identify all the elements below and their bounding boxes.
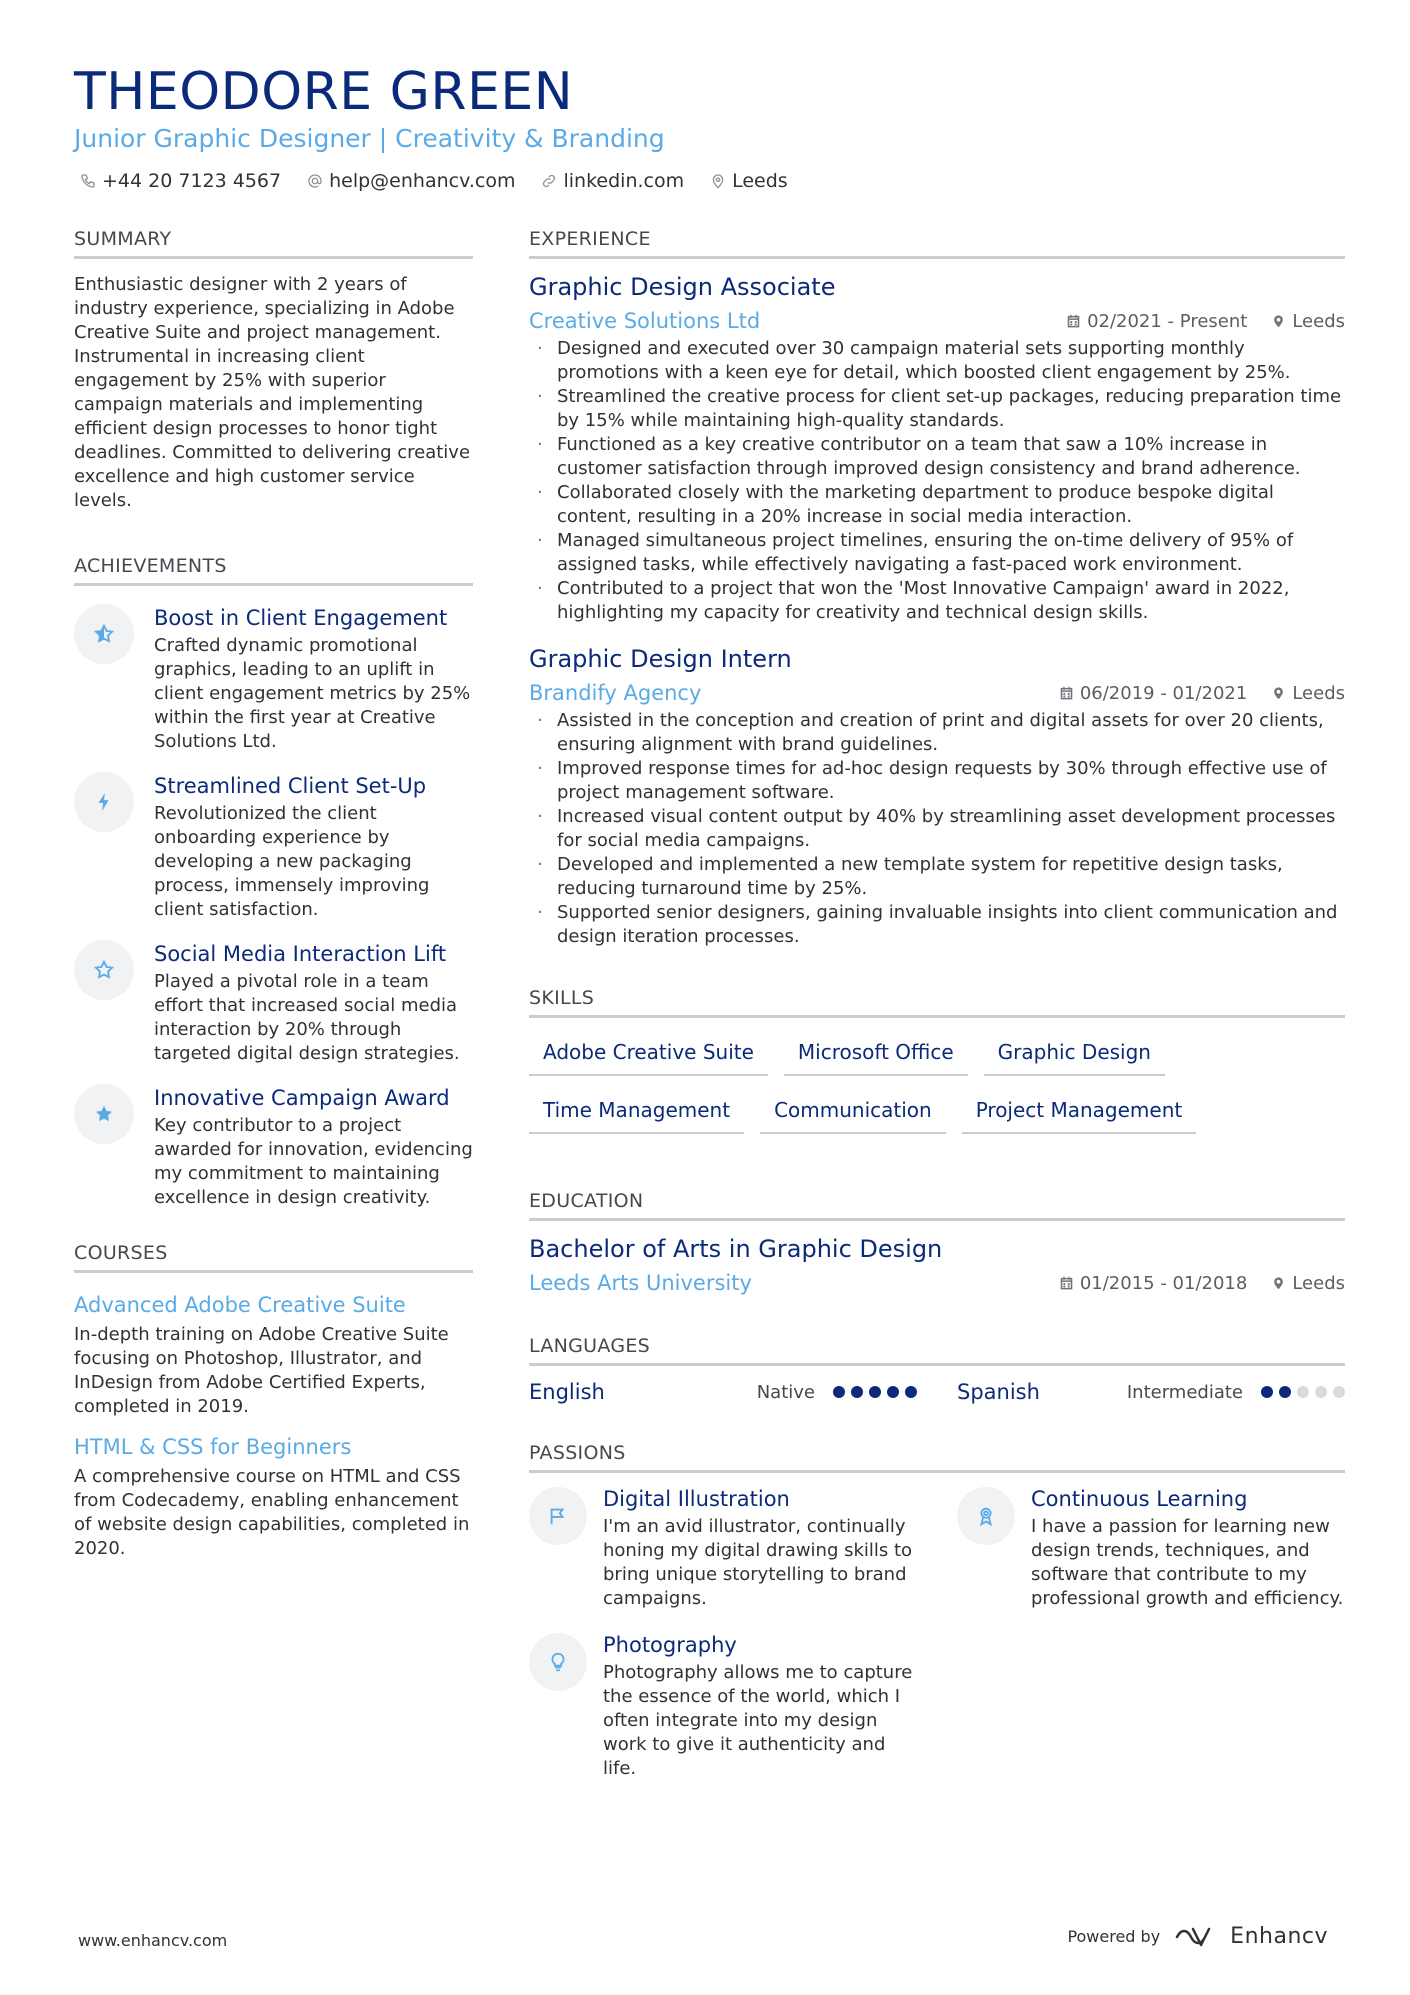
language-level: Native — [756, 1381, 815, 1403]
language-name: English — [529, 1380, 605, 1404]
calendar-icon — [1059, 1275, 1074, 1291]
rating-dot — [1279, 1386, 1291, 1398]
rating-dot — [1261, 1386, 1273, 1398]
star-filled-icon — [93, 1103, 115, 1125]
achievements-list — [74, 600, 473, 1210]
achievement-title: Streamlined Client Set-Up — [154, 774, 427, 798]
list-item: · Supported senior designers, gaining invaluable insights into client communication and design iteration processes. — [529, 901, 1345, 949]
list-item: · Streamlined the creative process for client set-up packages, reducing preparation time by 15% while maintaining high-quality standards. — [529, 385, 1345, 433]
enhancv-logo-icon — [1174, 1925, 1220, 1949]
location-pin-icon — [1271, 685, 1286, 701]
award-icon — [975, 1505, 997, 1527]
at-icon — [307, 173, 323, 189]
candidate-name: THEODORE GREEN — [74, 62, 574, 122]
rating-dot — [1315, 1386, 1327, 1398]
job-title: Graphic Design Intern — [529, 645, 792, 673]
passion-desc: I'm an avid illustrator, continually honing my digital drawing skills to bring unique storytelling to brand campaigns. — [603, 1516, 913, 1609]
list-item: · Collaborated closely with the marketing department to produce bespoke digital content, resulting in a 20% increase in social media interaction. — [529, 481, 1345, 529]
company-name: Brandify Agency — [529, 681, 702, 705]
passion-desc: Photography allows me to capture the essence of the world, which I often integrate into my design work to give it authenticity and life. — [603, 1662, 913, 1779]
achievement-item — [74, 606, 473, 754]
star-outline-icon — [93, 959, 115, 981]
passion-item — [529, 1633, 917, 1781]
phone-icon — [80, 173, 96, 189]
footer-branding — [1067, 1924, 1328, 1949]
summary-text: Enthusiastic designer with 2 years of industry experience, specializing in Adobe Creative Suite and project management. Instrumental in increasing client engagement by 25% with superior campaign materials and implementing efficient design processes to honor tight deadlines. Committed to delivering creative excellence and high customer service levels. — [74, 274, 471, 511]
achievement-title: Boost in Client Engagement — [154, 606, 448, 630]
passion-title: Photography — [603, 1633, 737, 1657]
languages-list — [529, 1380, 1345, 1404]
rating-dot — [869, 1386, 881, 1398]
achievement-desc: Revolutionized the client onboarding experience by developing a new packaging process, immensely improving client satisfaction. — [154, 803, 430, 920]
passion-item — [529, 1487, 917, 1611]
job-meta — [529, 309, 1345, 333]
courses-list — [74, 1287, 473, 1561]
footer-website[interactable]: www.enhancv.com — [78, 1931, 228, 1950]
right-column — [529, 228, 1345, 1781]
company-name: Creative Solutions Ltd — [529, 309, 761, 333]
rating-dot — [833, 1386, 845, 1398]
powered-by-text: Powered by — [1067, 1927, 1161, 1946]
job-entry — [529, 273, 1345, 625]
rating-dot — [851, 1386, 863, 1398]
contact-location — [710, 170, 788, 192]
languages-heading: LANGUAGES — [529, 1335, 1345, 1366]
achievements-heading: ACHIEVEMENTS — [74, 555, 473, 586]
candidate-headline: Junior Graphic Designer | Creativity & Branding — [74, 124, 665, 153]
course-item — [74, 1435, 473, 1561]
passion-title: Continuous Learning — [1031, 1487, 1248, 1511]
achievement-item — [74, 942, 473, 1066]
skill-tag: Time Management — [529, 1098, 744, 1134]
skill-tag: Graphic Design — [984, 1040, 1165, 1076]
email-text[interactable]: help@enhancv.com — [329, 170, 516, 192]
education-heading: EDUCATION — [529, 1190, 1345, 1221]
achievement-desc: Crafted dynamic promotional graphics, leading to an uplift in client engagement metrics by 25% within the first year at Creative Solutions Ltd. — [154, 635, 471, 752]
passion-title: Digital Illustration — [603, 1487, 790, 1511]
job-bullets — [529, 709, 1345, 949]
calendar-icon — [1066, 313, 1081, 329]
contact-linkedin[interactable] — [541, 170, 684, 192]
job-location: Leeds — [1292, 310, 1345, 332]
education-dates: 01/2015 - 01/2018 — [1079, 1272, 1248, 1294]
star-half-icon — [93, 623, 115, 645]
lightbulb-icon — [547, 1651, 569, 1673]
education-location: Leeds — [1292, 1272, 1345, 1294]
achievement-title: Innovative Campaign Award — [154, 1086, 450, 1110]
language-item — [957, 1380, 1345, 1404]
course-title: HTML & CSS for Beginners — [74, 1435, 352, 1459]
passion-desc: I have a passion for learning new design trends, techniques, and software that contribute to my professional growth and efficiency. — [1031, 1516, 1344, 1609]
job-meta — [529, 681, 1345, 705]
degree-title: Bachelor of Arts in Graphic Design — [529, 1235, 943, 1263]
brand-name: Enhancv — [1230, 1924, 1328, 1949]
rating-dot — [1297, 1386, 1309, 1398]
achievement-desc: Played a pivotal role in a team effort that increased social media interaction by 20% through targeted digital design strategies. — [154, 971, 460, 1064]
achievement-desc: Key contributor to a project awarded for innovation, evidencing my commitment to maintaining excellence in design creativity. — [154, 1115, 473, 1208]
list-item: · Increased visual content output by 40% by streamlining asset development processes for social media campaigns. — [529, 805, 1345, 853]
bolt-icon — [93, 791, 115, 813]
list-item: · Improved response times for ad-hoc design requests by 30% through effective use of project management software. — [529, 757, 1345, 805]
rating-dot — [887, 1386, 899, 1398]
course-desc: A comprehensive course on HTML and CSS from Codecademy, enabling enhancement of website design capabilities, completed in 2020. — [74, 1466, 470, 1559]
skills-heading: SKILLS — [529, 987, 1345, 1018]
skill-tag: Microsoft Office — [784, 1040, 968, 1076]
skill-tag: Communication — [760, 1098, 946, 1134]
list-item: · Assisted in the conception and creation of print and digital assets for over 20 clients, ensuring alignment with brand guidelines. — [529, 709, 1345, 757]
list-item: · Functioned as a key creative contributor on a team that saw a 10% increase in customer satisfaction through improved design consistency and brand adherence. — [529, 433, 1345, 481]
list-item: · Contributed to a project that won the 'Most Innovative Campaign' award in 2022, highlighting my capacity for creativity and technical design skills. — [529, 577, 1345, 625]
language-rating — [833, 1386, 917, 1398]
job-entry — [529, 645, 1345, 949]
location-pin-icon — [1271, 313, 1286, 329]
achievement-item — [74, 774, 473, 922]
left-column — [74, 228, 473, 1577]
job-location: Leeds — [1292, 682, 1345, 704]
contact-bar — [80, 170, 788, 192]
contact-email[interactable] — [307, 170, 515, 192]
flag-icon — [547, 1505, 569, 1527]
rating-dot — [1333, 1386, 1345, 1398]
linkedin-text[interactable]: linkedin.com — [563, 170, 685, 192]
education-entry — [529, 1235, 1345, 1295]
link-icon — [541, 173, 557, 189]
list-item: · Developed and implemented a new template system for repetitive design tasks, reducing turnaround time by 25%. — [529, 853, 1345, 901]
job-dates: 02/2021 - Present — [1087, 310, 1248, 332]
job-bullets — [529, 337, 1345, 625]
passions-list — [529, 1487, 1345, 1781]
location-text: Leeds — [732, 170, 788, 192]
school-name: Leeds Arts University — [529, 1271, 752, 1295]
summary-heading: SUMMARY — [74, 228, 473, 259]
achievement-title: Social Media Interaction Lift — [154, 942, 447, 966]
skill-tag: Project Management — [962, 1098, 1197, 1134]
language-level: Intermediate — [1126, 1381, 1243, 1403]
experience-heading: EXPERIENCE — [529, 228, 1345, 259]
course-desc: In-depth training on Adobe Creative Suite focusing on Photoshop, Illustrator, and InDesign from Adobe Certified Experts, completed in 2019. — [74, 1324, 449, 1417]
location-pin-icon — [710, 173, 726, 189]
skill-tag: Adobe Creative Suite — [529, 1040, 768, 1076]
phone-text: +44 20 7123 4567 — [102, 170, 282, 192]
brand-logo[interactable] — [1174, 1924, 1328, 1949]
language-name: Spanish — [957, 1380, 1040, 1404]
job-title: Graphic Design Associate — [529, 273, 836, 301]
courses-heading: COURSES — [74, 1242, 473, 1273]
language-rating — [1261, 1386, 1345, 1398]
rating-dot — [905, 1386, 917, 1398]
course-title: Advanced Adobe Creative Suite — [74, 1293, 406, 1317]
language-item — [529, 1380, 917, 1404]
calendar-icon — [1059, 685, 1074, 701]
course-item — [74, 1293, 473, 1419]
achievement-item — [74, 1086, 473, 1210]
list-item: · Designed and executed over 30 campaign material sets supporting monthly promotions with a keen eye for detail, which boosted client engagement by 25%. — [529, 337, 1345, 385]
skills-list — [529, 1040, 1345, 1134]
location-pin-icon — [1271, 1275, 1286, 1291]
list-item: · Managed simultaneous project timelines, ensuring the on-time delivery of 95% of assigned tasks, while effectively navigating a fast-paced work environment. — [529, 529, 1345, 577]
job-dates: 06/2019 - 01/2021 — [1079, 682, 1248, 704]
contact-phone — [80, 170, 281, 192]
passion-item — [957, 1487, 1345, 1611]
passions-heading: PASSIONS — [529, 1442, 1345, 1473]
